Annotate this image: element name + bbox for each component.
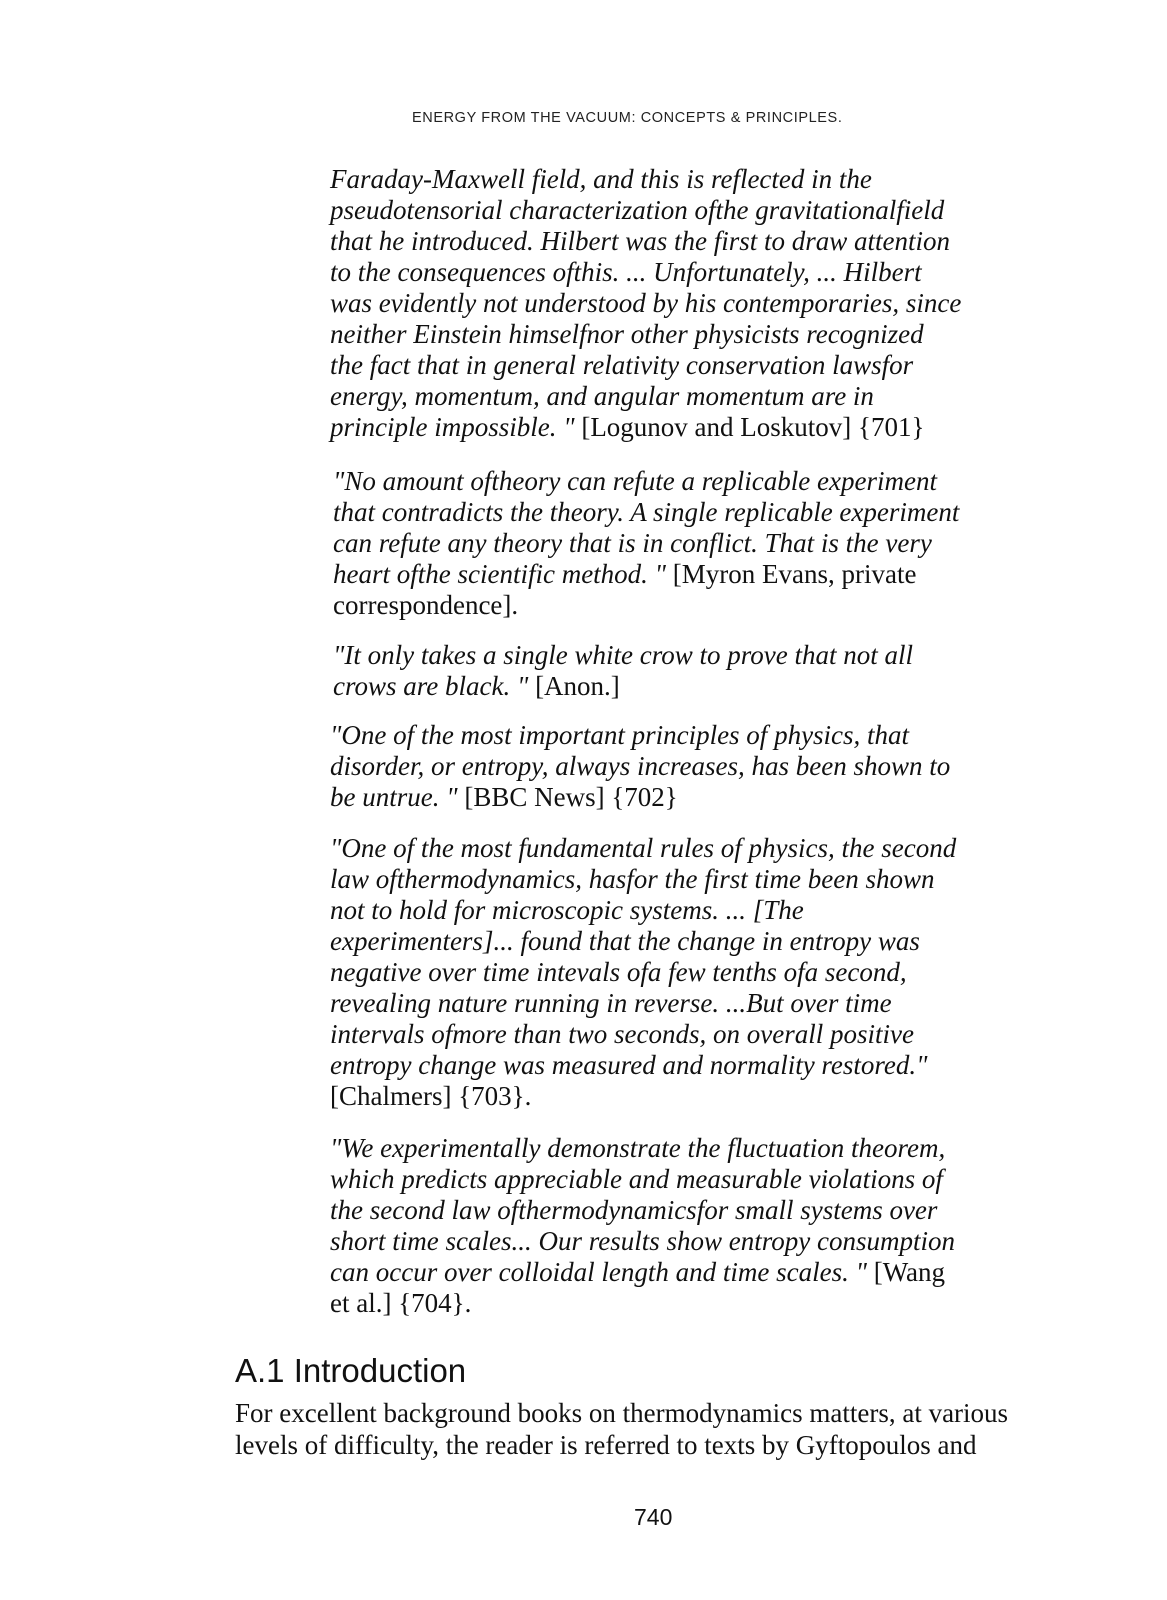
body-line: levels of difficulty, the reader is referred to texts by Gyftopoulos and: [235, 1430, 977, 1460]
quote-line: "One of the most important principles of physics, that: [330, 720, 910, 750]
epigraph-quote-wang: [330, 1133, 995, 1319]
quote-line: Faraday-Maxwell field, and this is reflected in the: [330, 164, 872, 194]
quote-citation: [BBC News] {702}: [457, 782, 678, 812]
epigraph-quote-logunov: [330, 164, 995, 443]
page-number: 740: [634, 1504, 673, 1530]
quote-line: can refute any theory that is in conflict. That is the very: [333, 528, 932, 558]
quote-citation: [Anon.]: [528, 671, 620, 701]
quote-citation-continued: [Chalmers] {703}.: [330, 1081, 532, 1111]
quote-line: energy, momentum, and angular momentum are in: [330, 381, 874, 411]
quote-citation-continued: correspondence].: [333, 590, 519, 620]
quote-line: that he introduced. Hilbert was the first to draw attention: [330, 226, 950, 256]
quote-line: revealing nature running in reverse. ...But over time: [330, 988, 892, 1018]
quote-line: the second law ofthermodynamicsfor small systems over: [330, 1195, 938, 1225]
quote-line: which predicts appreciable and measurable violations of: [330, 1164, 943, 1194]
quote-line: the fact that in general relativity conservation lawsfor: [330, 350, 914, 380]
quote-line: heart ofthe scientific method. ": [333, 559, 667, 589]
quote-line: to the consequences ofthis. ... Unfortunately, ... Hilbert: [330, 257, 922, 287]
quote-citation: [Wang: [866, 1257, 946, 1287]
quote-line: "We experimentally demonstrate the fluctuation theorem,: [330, 1133, 946, 1163]
quote-line: was evidently not understood by his contemporaries, since: [330, 288, 962, 318]
running-header: ENERGY FROM THE VACUUM: CONCEPTS & PRINCIPLES.: [412, 110, 843, 126]
section-heading: A.1 Introduction: [235, 1352, 467, 1389]
quote-line: intervals ofmore than two seconds, on overall positive: [330, 1019, 914, 1049]
epigraph-quote-bbc: [330, 720, 995, 813]
quote-citation: [Myron Evans, private: [666, 559, 917, 589]
quote-line: not to hold for microscopic systems. ... [The: [330, 895, 804, 925]
quote-line: principle impossible. ": [330, 412, 575, 442]
epigraph-quote-anon: [333, 640, 998, 702]
quote-citation-continued: et al.] {704}.: [330, 1288, 472, 1318]
quote-line: law ofthermodynamics, hasfor the first time been shown: [330, 864, 935, 894]
quote-line: "It only takes a single white crow to prove that not all: [333, 640, 914, 670]
quote-line: experimenters]... found that the change in entropy was: [330, 926, 920, 956]
section-body: [235, 1397, 1045, 1461]
quote-line: that contradicts the theory. A single replicable experiment: [333, 497, 960, 527]
quote-final-line: [333, 671, 998, 702]
quote-line: disorder, or entropy, always increases, has been shown to: [330, 751, 951, 781]
quote-final-line: [333, 559, 998, 590]
quote-line: negative over time intevals ofa few tenths ofa second,: [330, 957, 907, 987]
quote-citation: [Logunov and Loskutov] {701}: [574, 412, 925, 442]
quote-line: entropy change was measured and normality restored.": [330, 1050, 928, 1080]
quote-final-line: [330, 1257, 995, 1288]
quote-line: neither Einstein himselfnor other physicists recognized: [330, 319, 924, 349]
epigraph-quote-chalmers: [330, 833, 995, 1112]
quote-line: short time scales... Our results show entropy consumption: [330, 1226, 955, 1256]
quote-final-line: [330, 412, 995, 443]
quote-line: crows are black. ": [333, 671, 529, 701]
quote-line: pseudotensorial characterization ofthe gravitationalfield: [330, 195, 945, 225]
quote-line: can occur over colloidal length and time scales. ": [330, 1257, 867, 1287]
epigraph-quote-evans: [333, 466, 998, 621]
body-line: For excellent background books on thermodynamics matters, at various: [235, 1398, 1009, 1428]
quote-line: "One of the most fundamental rules of physics, the second: [330, 833, 957, 863]
quote-line: "No amount oftheory can refute a replicable experiment: [333, 466, 937, 496]
quote-line: be untrue. ": [330, 782, 458, 812]
quote-final-line: [330, 782, 995, 813]
